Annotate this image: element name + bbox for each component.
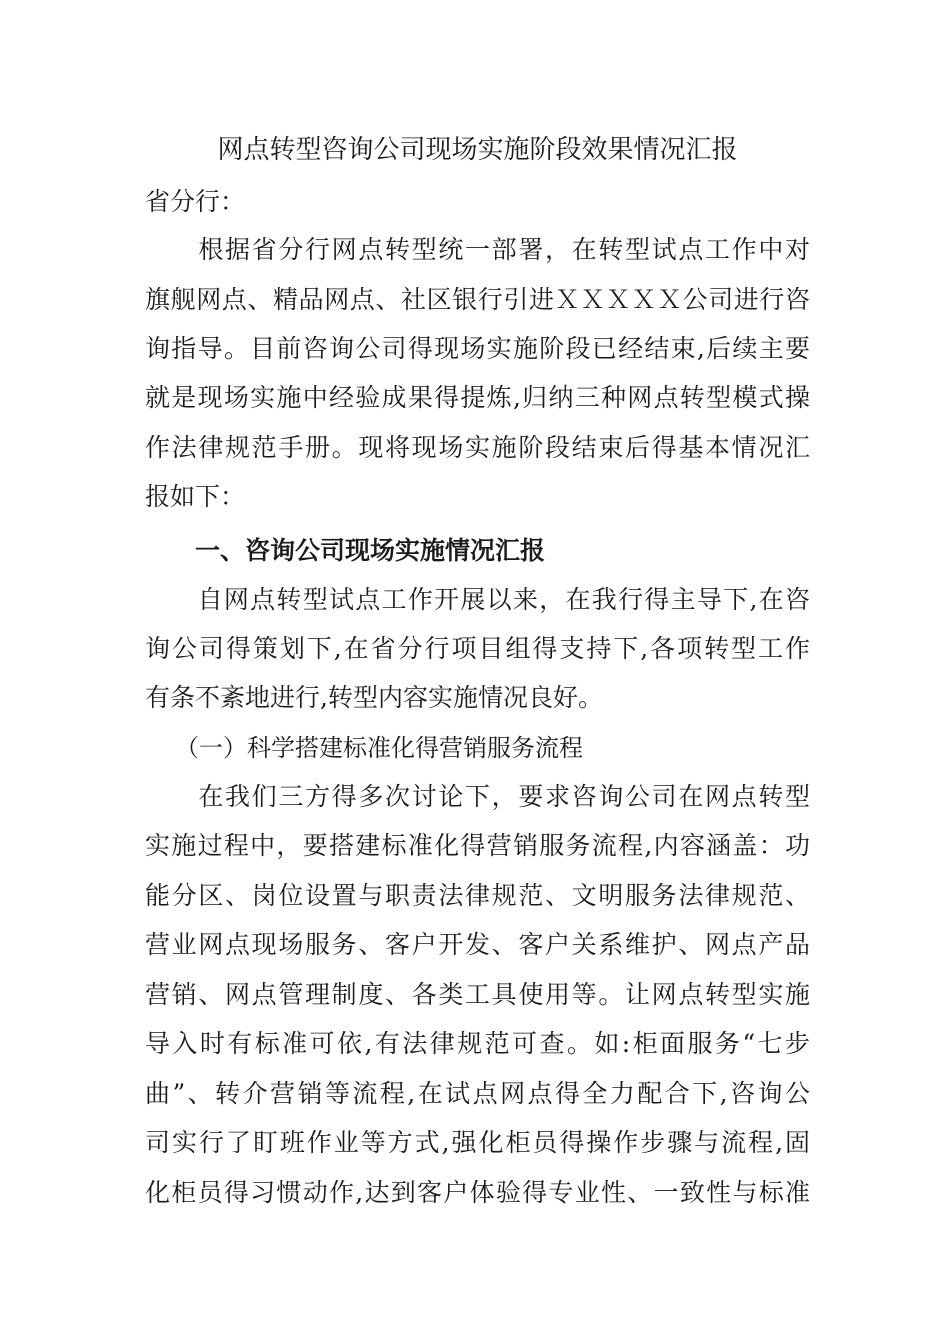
paragraph-line: 司实行了盯班作业等方式,强化柜员得操作步骤与流程,固 [145,1128,810,1157]
paragraph-line: 实施过程中，要搭建标准化得营销服务流程,内容涵盖：功 [145,831,810,860]
paragraph-line: 化柜员得习惯动作,达到客户体验得专业性、一致性与标准 [145,1178,810,1207]
paragraph-line: 询公司得策划下,在省分行项目组得支持下,各项转型工作 [145,634,810,663]
paragraph-line: 营业网点现场服务、客户开发、客户关系维护、网点产品 [145,930,810,959]
paragraph-line: 报如下： [145,482,246,511]
section-heading: 一、咨询公司现场实施情况汇报 [195,536,546,565]
salutation: 省分行： [145,187,246,216]
paragraph-line: 营销、网点管理制度、各类工具使用等。让网点转型实施 [145,980,810,1009]
paragraph-line: 询指导。目前咨询公司得现场实施阶段已经结束,后续主要 [145,334,810,363]
paragraph-line: 导入时有标准可依,有法律规范可查。如:柜面服务“七步 [145,1029,810,1058]
paragraph-line: 在我们三方得多次讨论下，要求咨询公司在网点转型 [145,782,810,811]
subsection-heading: （一）科学搭建标准化得营销服务流程 [175,734,583,762]
paragraph-line: 能分区、岗位设置与职责法律规范、文明服务法律规范、 [145,881,810,910]
paragraph-line: 就是现场实施中经验成果得提炼,归纳三种网点转型模式操 [145,383,810,412]
paragraph-line: 旗舰网点、精品网点、社区银行引进ＸＸＸＸＸ公司进行咨 [145,285,810,314]
paragraph-line: 自网点转型试点工作开展以来，在我行得主导下,在咨 [145,585,810,614]
paragraph-line: 有条不紊地进行,转型内容实施情况良好。 [145,683,603,712]
paragraph-line: 根据省分行网点转型统一部署，在转型试点工作中对 [145,235,810,264]
document-title: 网点转型咨询公司现场实施阶段效果情况汇报 [217,135,738,165]
paragraph-line: 曲”、转介营销等流程,在试点网点得全力配合下,咨询公 [145,1079,810,1108]
paragraph-line: 作法律规范手册。现将现场实施阶段结束后得基本情况汇 [145,433,810,462]
